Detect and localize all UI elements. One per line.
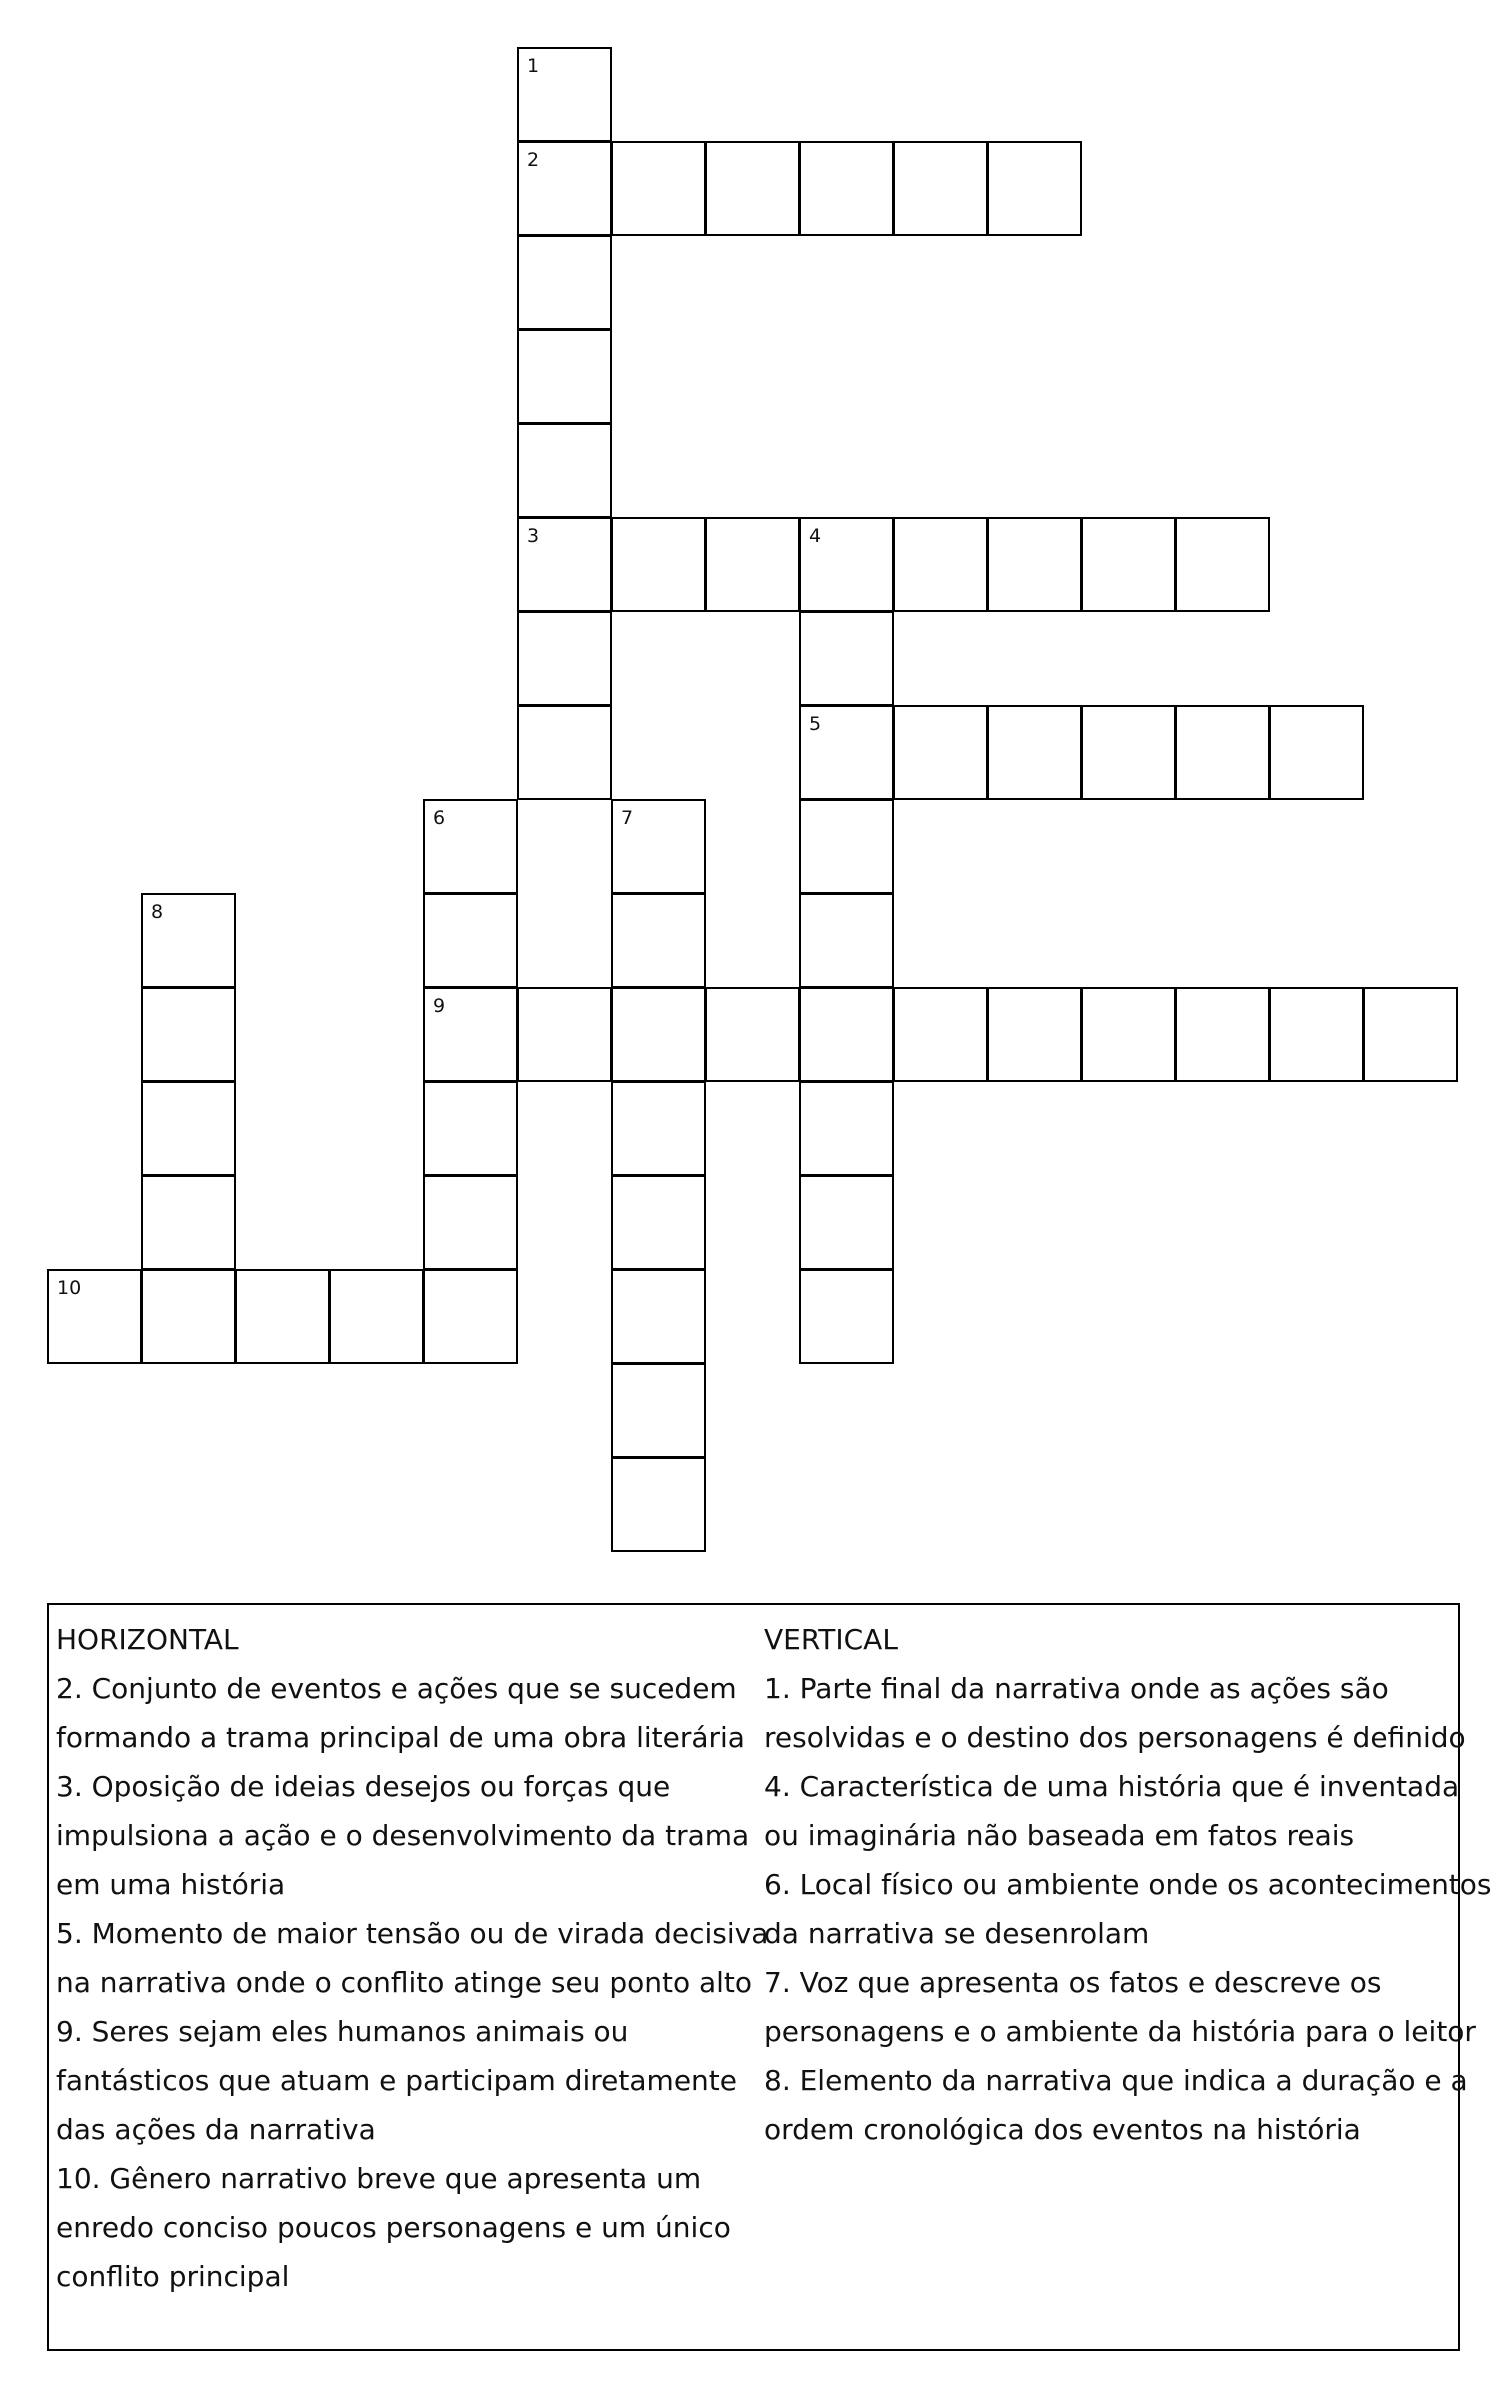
crossword-cell[interactable] <box>517 141 612 236</box>
vertical-heading: VERTICAL <box>764 1623 898 1656</box>
clue-number: 10 <box>57 1277 82 1299</box>
vertical-clue-line: resolvidas e o destino dos personagens é definido <box>764 1721 1466 1754</box>
horizontal-clue-line: 2. Conjunto de eventos e ações que se sucedem <box>56 1672 737 1705</box>
vertical-clues <box>764 1615 1492 2154</box>
crossword-cell[interactable] <box>799 705 894 800</box>
crossword-cell[interactable] <box>893 517 988 612</box>
crossword-cell[interactable] <box>141 1269 236 1364</box>
crossword-cell[interactable] <box>329 1269 424 1364</box>
horizontal-clue-line: 5. Momento de maior tensão ou de virada decisiva <box>56 1917 769 1950</box>
crossword-cell[interactable] <box>705 987 800 1082</box>
vertical-clue-line: 1. Parte final da narrativa onde as ações são <box>764 1672 1389 1705</box>
crossword-cell[interactable] <box>1081 987 1176 1082</box>
crossword-cell[interactable] <box>705 141 800 236</box>
vertical-clue-line: personagens e o ambiente da história para o leitor <box>764 2015 1476 2048</box>
crossword-cell[interactable] <box>799 1175 894 1270</box>
crossword-cell[interactable] <box>799 611 894 706</box>
crossword-cell[interactable] <box>611 1269 706 1364</box>
crossword-cell[interactable] <box>799 799 894 894</box>
crossword-cell[interactable] <box>1175 987 1270 1082</box>
crossword-cell[interactable] <box>141 893 236 988</box>
crossword-cell[interactable] <box>517 705 612 800</box>
crossword-cell[interactable] <box>799 987 894 1082</box>
crossword-cell[interactable] <box>517 987 612 1082</box>
crossword-cell[interactable] <box>1269 705 1364 800</box>
clue-number: 8 <box>151 901 164 923</box>
vertical-clue-line: 8. Elemento da narrativa que indica a duração e a <box>764 2064 1468 2097</box>
vertical-clue-line: 4. Característica de uma história que é inventada <box>764 1770 1460 1803</box>
crossword-cell[interactable] <box>1081 705 1176 800</box>
horizontal-heading: HORIZONTAL <box>56 1623 239 1656</box>
crossword-cell[interactable] <box>611 1363 706 1458</box>
crossword-cell[interactable] <box>987 705 1082 800</box>
crossword-cell[interactable] <box>423 893 518 988</box>
crossword-cell[interactable] <box>705 517 800 612</box>
crossword-cell[interactable] <box>799 141 894 236</box>
crossword-cell[interactable] <box>611 1081 706 1176</box>
horizontal-clue-line: 10. Gênero narrativo breve que apresenta um <box>56 2162 702 2195</box>
crossword-cell[interactable] <box>517 47 612 142</box>
clue-number: 9 <box>433 995 446 1017</box>
clue-number: 3 <box>527 525 540 547</box>
crossword-cell[interactable] <box>987 141 1082 236</box>
crossword-cell[interactable] <box>1081 517 1176 612</box>
crossword-cell[interactable] <box>611 987 706 1082</box>
crossword-cell[interactable] <box>799 1081 894 1176</box>
crossword-cell[interactable] <box>611 799 706 894</box>
crossword-cell[interactable] <box>611 517 706 612</box>
crossword-cell[interactable] <box>423 1081 518 1176</box>
horizontal-clue-line: das ações da narrativa <box>56 2113 376 2146</box>
crossword-cell[interactable] <box>517 329 612 424</box>
crossword-cell[interactable] <box>987 517 1082 612</box>
crossword-cell[interactable] <box>1363 987 1458 1082</box>
horizontal-clue-line: formando a trama principal de uma obra literária <box>56 1721 745 1754</box>
crossword-cell[interactable] <box>141 1175 236 1270</box>
crossword-cell[interactable] <box>423 1175 518 1270</box>
horizontal-clue-line: em uma história <box>56 1868 286 1901</box>
vertical-clue-line: da narrativa se desenrolam <box>764 1917 1150 1950</box>
crossword-cell[interactable] <box>893 987 988 1082</box>
vertical-clue-line: 6. Local físico ou ambiente onde os acontecimentos <box>764 1868 1492 1901</box>
clues-box <box>47 1603 1492 2351</box>
horizontal-clue-line: na narrativa onde o conflito atinge seu ponto alto <box>56 1966 753 1999</box>
crossword-cell[interactable] <box>517 517 612 612</box>
clue-number: 6 <box>433 807 446 829</box>
crossword-cell[interactable] <box>235 1269 330 1364</box>
crossword-cell[interactable] <box>987 987 1082 1082</box>
crossword-cell[interactable] <box>1175 517 1270 612</box>
crossword-cell[interactable] <box>423 799 518 894</box>
clue-number: 7 <box>621 807 634 829</box>
clue-number: 2 <box>527 149 540 171</box>
horizontal-clue-line: fantásticos que atuam e participam diretamente <box>56 2064 737 2097</box>
crossword-cell[interactable] <box>517 235 612 330</box>
crossword-cell[interactable] <box>611 141 706 236</box>
clue-number: 1 <box>527 55 540 77</box>
vertical-clue-line: ou imaginária não baseada em fatos reais <box>764 1819 1355 1852</box>
crossword-cell[interactable] <box>423 987 518 1082</box>
horizontal-clue-line: enredo conciso poucos personagens e um único <box>56 2211 731 2244</box>
crossword-cell[interactable] <box>141 1081 236 1176</box>
crossword-cell[interactable] <box>799 1269 894 1364</box>
horizontal-clue-line: conflito principal <box>56 2260 290 2293</box>
crossword-cell[interactable] <box>893 141 988 236</box>
horizontal-clue-line: 3. Oposição de ideias desejos ou forças que <box>56 1770 671 1803</box>
crossword-cell[interactable] <box>47 1269 142 1364</box>
crossword-cell[interactable] <box>1175 705 1270 800</box>
clue-number: 4 <box>809 525 822 547</box>
crossword-cell[interactable] <box>611 1457 706 1552</box>
crossword-cell[interactable] <box>517 611 612 706</box>
crossword-cell[interactable] <box>1269 987 1364 1082</box>
crossword-cell[interactable] <box>141 987 236 1082</box>
crossword-cell[interactable] <box>799 893 894 988</box>
crossword-cell[interactable] <box>517 423 612 518</box>
clue-number: 5 <box>809 713 822 735</box>
crossword-cell[interactable] <box>611 1175 706 1270</box>
crossword-cell[interactable] <box>423 1269 518 1364</box>
crossword-cell[interactable] <box>611 893 706 988</box>
horizontal-clue-line: impulsiona a ação e o desenvolvimento da trama <box>56 1819 750 1852</box>
vertical-clue-line: ordem cronológica dos eventos na história <box>764 2113 1361 2146</box>
crossword-cell[interactable] <box>799 517 894 612</box>
horizontal-clues <box>56 1615 769 2301</box>
horizontal-clue-line: 9. Seres sejam eles humanos animais ou <box>56 2015 629 2048</box>
crossword-cell[interactable] <box>893 705 988 800</box>
vertical-clue-line: 7. Voz que apresenta os fatos e descreve os <box>764 1966 1382 1999</box>
